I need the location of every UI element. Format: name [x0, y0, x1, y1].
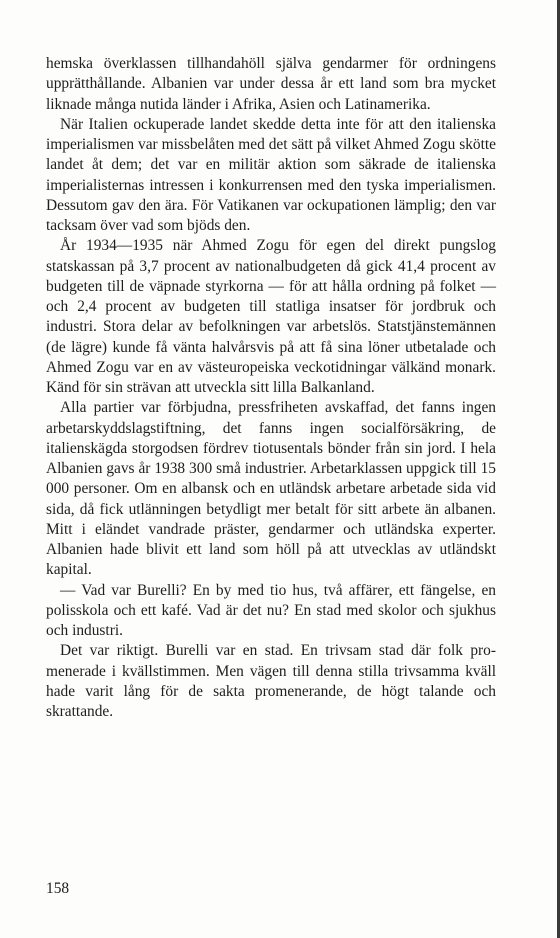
paragraph-5: — Vad var Burelli? En by med tio hus, två affärer, ett fängelse, en polisskola och ett kafé. Vad är det nu? En stad med skolor och sjukhus och industri.: [46, 581, 496, 639]
paragraph-1: hemska överklassen tillhandahöll själva gendarmer för ordningens upprätthållande. Albanien var under dessa år ett land som bra mycket liknade många nutida länder i Afrika, Asien och Latinamerika.: [46, 55, 496, 113]
paragraph-2: När Italien ockuperade landet skedde detta inte för att den italienska imperialismen var missbelåten med det sätt på vilket Ahmed Zogu skötte landet åt dem; det var en militär aktion som säkrade de italienska imperialisternas intressen i konkurrensen med den tyska imperialismen. Dessutom gav den ära. För Vatikanen var ockupationen lämplig; den var tacksam över vad som bjöds den.: [46, 115, 496, 234]
page-number: 158: [46, 880, 70, 897]
paragraph-4: Alla partier var förbjudna, pressfriheten avskaffad, det fanns ingen arbetarskyddslagstiftning, det fanns ingen socialförsäkring, de italienskägda storgodsen fördrev tiotusentals bönder från sin jord. I hela Albanien gavs år 1938 300 små industrier. Arbetarklassen uppgick till 15 000 personer. Om en albansk och en utländsk arbetare arbetade sida vid sida, då fick utlänningen betydligt mer betalt för sitt arbete än albanen. Mitt i eländet vandrade präster, gendarmer och utländska experter. Albanien hade blivit ett land som höll på att utvecklas av utländskt kapital.: [46, 399, 496, 579]
paragraph-3: År 1934—1935 när Ahmed Zogu för egen del direkt pungslog statskassan på 3,7 procent av nationalbudgeten då gick 41,4 procent av budgeten till de väpnade styrkorna — för att hålla ordning på folket — och 2,4 procent av budgeten till statliga insatser för jordbruk och industri. Stora delar av befolkningen var arbetslös. Statstjänstemännen (de lägre) kunde få vänta halvårsvis på att få sina löner utbetalade och Ahmed Zogu var en av västeuropeiska veckotidningar välkänd monark. Känd för sin strävan att utveckla sitt lilla Balkanland.: [46, 237, 496, 396]
body-text: [46, 54, 496, 722]
paragraph-6: Det var riktigt. Burelli var en stad. En trivsam stad där folk promenerade i kvällstimmen. Men vägen till denna stilla trivsamma kväll hade varit lång för de sakta promenerande, de högt talande och skrattande.: [46, 642, 496, 720]
